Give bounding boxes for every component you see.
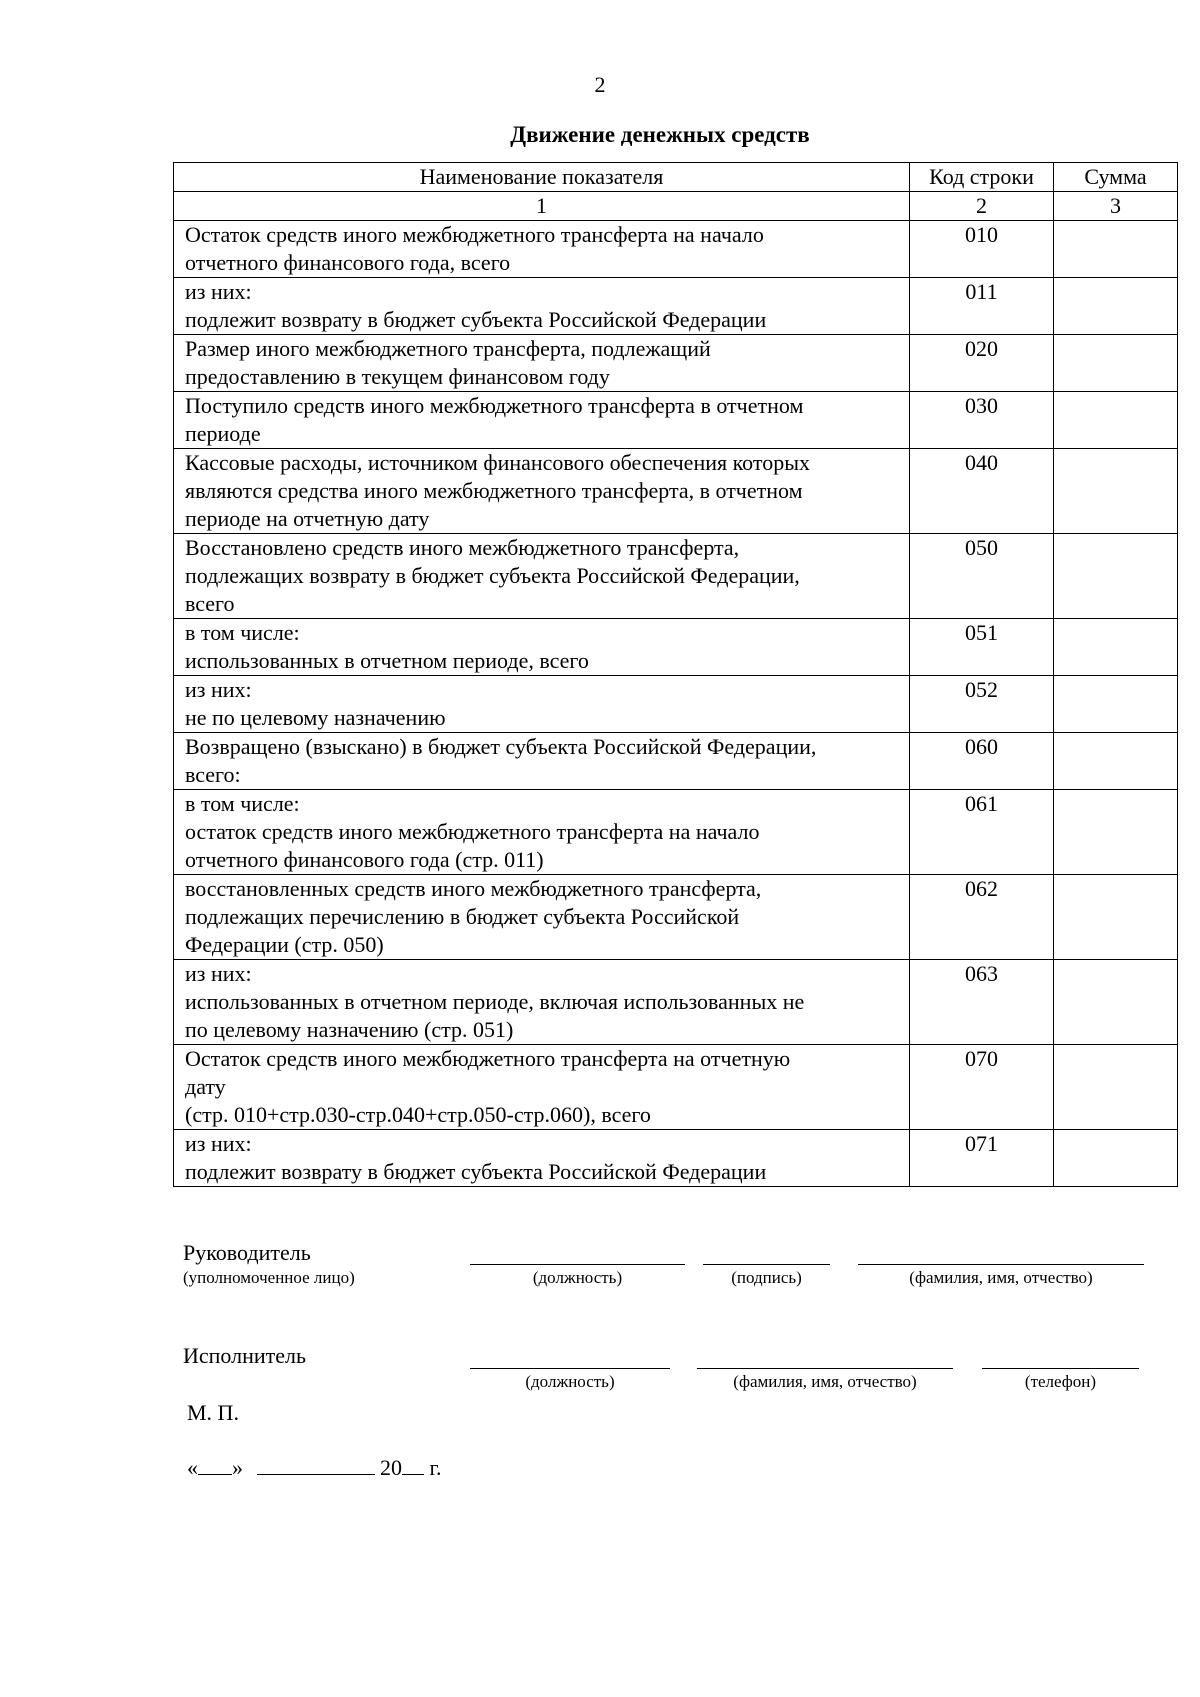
table-row: [174, 278, 1178, 335]
row-name: Поступило средств иного межбюджетного трансферта в отчетном периоде: [174, 392, 910, 449]
date-line: [187, 1455, 442, 1481]
page-number: 2: [594, 72, 606, 97]
executor-name-line: [697, 1368, 953, 1369]
row-sum: [1054, 221, 1178, 278]
head-name-caption: (фамилия, имя, отчество): [909, 1268, 1093, 1287]
date-open-quote: «: [187, 1455, 198, 1480]
table-row: [174, 960, 1178, 1045]
head-name-line: [858, 1264, 1144, 1265]
row-sum: [1054, 449, 1178, 534]
row-name: из них: подлежит возврату в бюджет субъекта Российской Федерации: [174, 1130, 910, 1187]
row-sum: [1054, 790, 1178, 875]
row-name: Остаток средств иного межбюджетного трансферта на начало отчетного финансового года, всего: [174, 221, 910, 278]
row-name: восстановленных средств иного межбюджетного трансферта, подлежащих перечислению в бюджет субъекта Российской Федерации (стр. 050): [174, 875, 910, 960]
row-code: 050: [910, 534, 1054, 619]
row-sum: [1054, 278, 1178, 335]
row-name: в том числе: использованных в отчетном периоде, всего: [174, 619, 910, 676]
row-code: 030: [910, 392, 1054, 449]
row-code: 052: [910, 676, 1054, 733]
executor-position-caption: (должность): [525, 1372, 615, 1391]
row-sum: [1054, 733, 1178, 790]
stamp-place: М. П.: [187, 1400, 239, 1425]
executor-phone-line: [982, 1368, 1139, 1369]
date-close-quote: »: [232, 1455, 243, 1480]
executor-label: Исполнитель: [183, 1343, 307, 1368]
executor-position-line: [470, 1368, 670, 1369]
row-sum: [1054, 875, 1178, 960]
row-name: из них: подлежит возврату в бюджет субъекта Российской Федерации: [174, 278, 910, 335]
table-row: [174, 221, 1178, 278]
header-sum: Сумма: [1054, 163, 1178, 192]
executor-name-caption: (фамилия, имя, отчество): [733, 1372, 917, 1391]
table-row: [174, 1130, 1178, 1187]
row-code: 010: [910, 221, 1054, 278]
row-sum: [1054, 534, 1178, 619]
column-number-row: [174, 192, 1178, 221]
document-title: Движение денежных средств: [510, 122, 810, 147]
head-position-line: [470, 1264, 685, 1265]
row-name: Размер иного межбюджетного трансферта, подлежащий предоставлению в текущем финансовом году: [174, 335, 910, 392]
cash-flow-table: [173, 162, 1178, 1187]
row-sum: [1054, 619, 1178, 676]
column-number: 2: [910, 192, 1054, 221]
row-code: 063: [910, 960, 1054, 1045]
date-year-prefix: 20: [380, 1455, 402, 1480]
table-row: [174, 875, 1178, 960]
row-code: 061: [910, 790, 1054, 875]
date-day-blank: [198, 1456, 232, 1475]
row-code: 071: [910, 1130, 1054, 1187]
row-code: 060: [910, 733, 1054, 790]
row-code: 011: [910, 278, 1054, 335]
table-row: [174, 733, 1178, 790]
table-row: [174, 392, 1178, 449]
date-month-blank: [257, 1456, 375, 1475]
column-number: 3: [1054, 192, 1178, 221]
row-sum: [1054, 1130, 1178, 1187]
row-name: из них: использованных в отчетном периоде, включая использованных не по целевому назначению (стр. 051): [174, 960, 910, 1045]
executor-phone-caption: (телефон): [1024, 1372, 1097, 1391]
row-name: Остаток средств иного межбюджетного трансферта на отчетную дату (стр. 010+стр.030-стр.040+стр.050-стр.060), всего: [174, 1045, 910, 1130]
row-name: в том числе: остаток средств иного межбюджетного трансферта на начало отчетного финансового года (стр. 011): [174, 790, 910, 875]
row-sum: [1054, 676, 1178, 733]
row-sum: [1054, 1045, 1178, 1130]
table-row: [174, 790, 1178, 875]
head-position-caption: (должность): [532, 1268, 623, 1287]
table-row: [174, 1045, 1178, 1130]
table-row: [174, 534, 1178, 619]
table-row: [174, 619, 1178, 676]
head-sublabel: (уполномоченное лицо): [183, 1268, 355, 1287]
row-name: из них: не по целевому назначению: [174, 676, 910, 733]
row-name: Кассовые расходы, источником финансового обеспечения которых являются средства иного межбюджетного трансферта, в отчетном периоде на отчетную дату: [174, 449, 910, 534]
header-name: Наименование показателя: [174, 163, 910, 192]
column-number: 1: [174, 192, 910, 221]
row-sum: [1054, 392, 1178, 449]
row-code: 040: [910, 449, 1054, 534]
date-year-suffix: г.: [429, 1455, 442, 1480]
table-row: [174, 676, 1178, 733]
row-code: 070: [910, 1045, 1054, 1130]
row-name: Возвращено (взыскано) в бюджет субъекта Российской Федерации, всего:: [174, 733, 910, 790]
head-signature-caption: (подпись): [731, 1268, 802, 1287]
table-row: [174, 449, 1178, 534]
row-code: 062: [910, 875, 1054, 960]
head-signature-line: [703, 1264, 830, 1265]
row-sum: [1054, 960, 1178, 1045]
date-year-blank: [402, 1456, 424, 1475]
row-name: Восстановлено средств иного межбюджетного трансферта, подлежащих возврату в бюджет субъекта Российской Федерации, всего: [174, 534, 910, 619]
row-sum: [1054, 335, 1178, 392]
header-code: Код строки: [910, 163, 1054, 192]
head-label: Руководитель: [183, 1240, 311, 1265]
row-code: 051: [910, 619, 1054, 676]
row-code: 020: [910, 335, 1054, 392]
table-header-row: [174, 163, 1178, 192]
table-row: [174, 335, 1178, 392]
